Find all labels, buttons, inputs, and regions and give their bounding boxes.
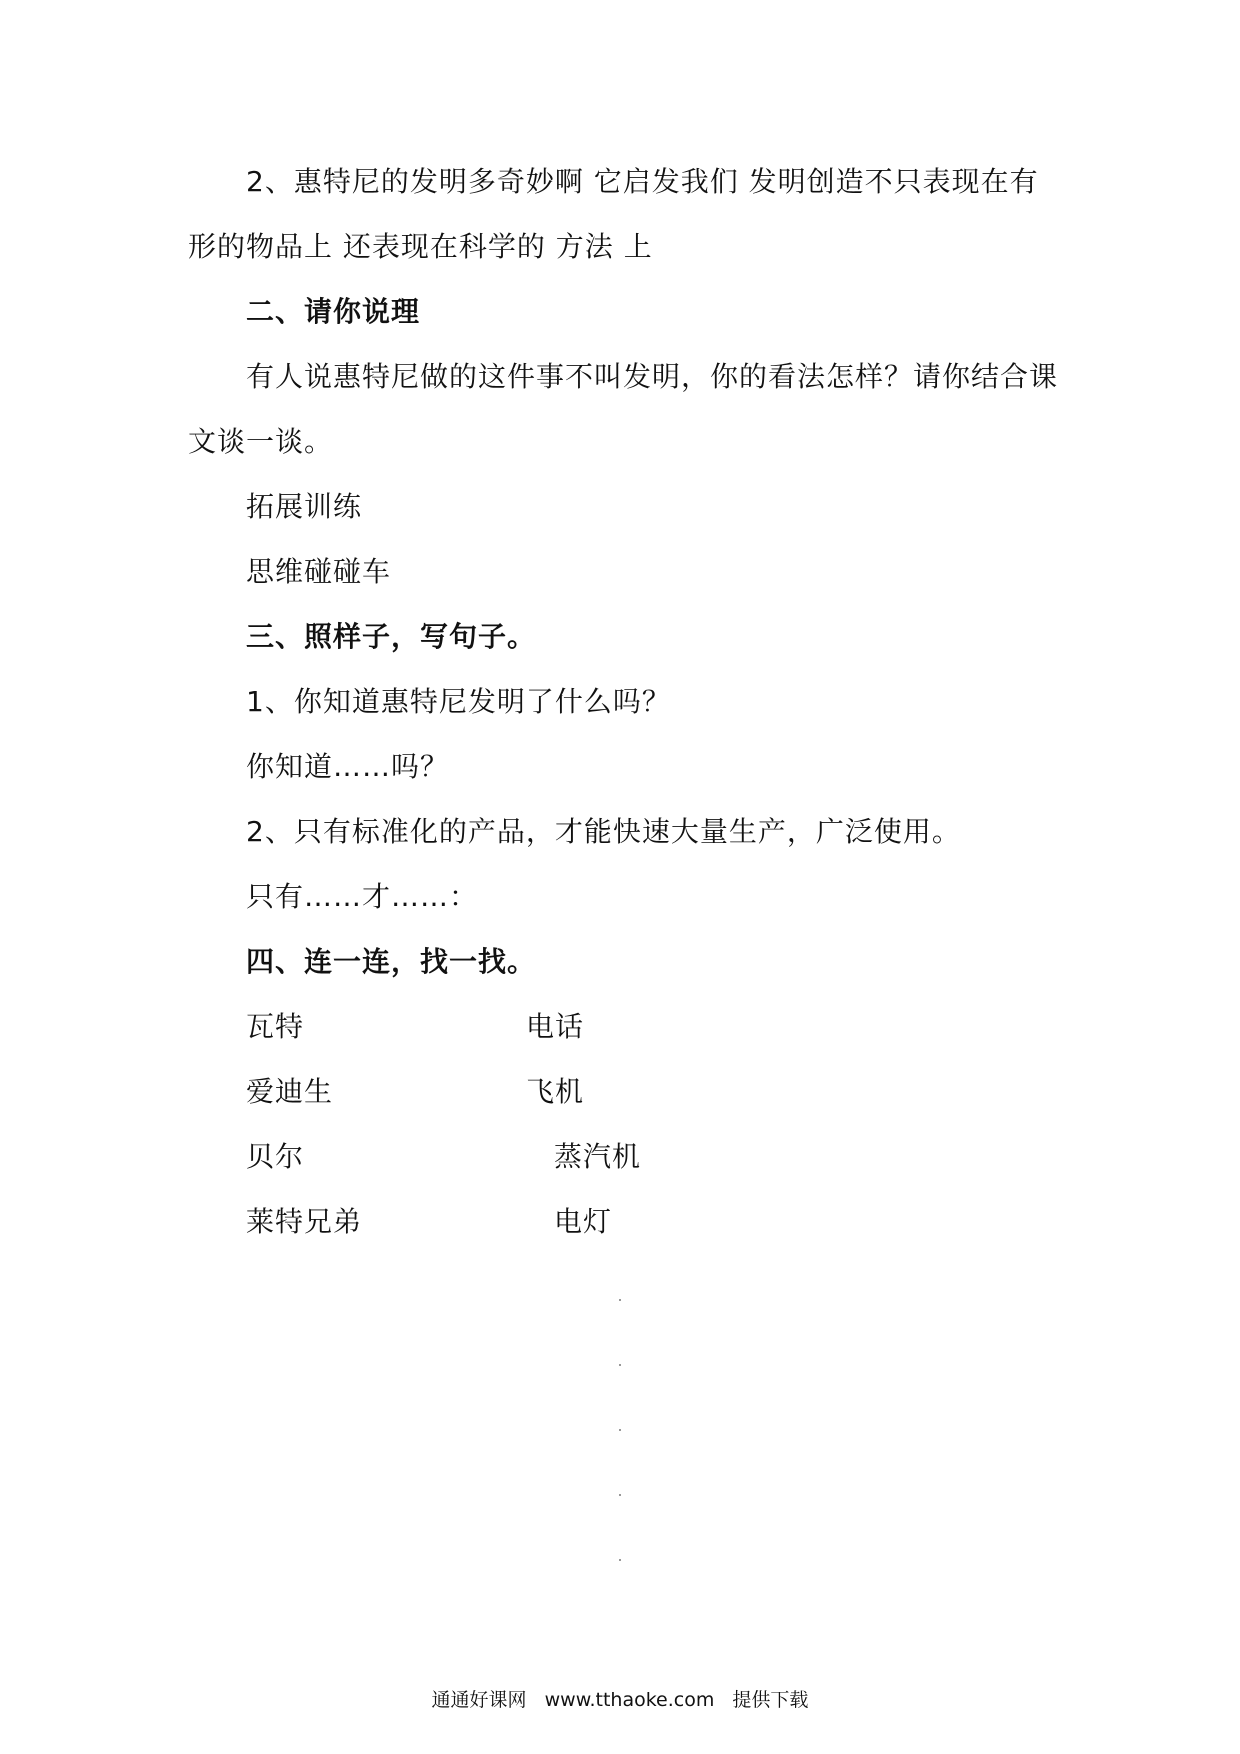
paragraph-line: 形的物品上 还表现在科学的 方法 上 xyxy=(188,230,653,263)
footer-suffix: 提供下载 xyxy=(732,1689,809,1711)
question-line: 1、你知道惠特尼发明了什么吗？ xyxy=(246,685,671,718)
matching-right-item: 电灯 xyxy=(554,1205,613,1238)
footer-url-link[interactable]: www.tthaoke.com xyxy=(544,1689,715,1711)
matching-left-item: 瓦特 xyxy=(246,1010,305,1043)
scan-dot xyxy=(619,1364,621,1366)
paragraph-line: 2、惠特尼的发明多奇妙啊 它启发我们 发明创造不只表现在有 xyxy=(246,165,1039,198)
pattern-line: 只有……才……： xyxy=(246,880,479,913)
scan-dot xyxy=(619,1429,621,1431)
scan-dot xyxy=(619,1559,621,1561)
scan-dot xyxy=(619,1299,621,1301)
subheading: 拓展训练 xyxy=(246,490,363,523)
section-heading: 三、照样子，写句子。 xyxy=(246,620,537,653)
matching-left-item: 爱迪生 xyxy=(246,1075,334,1108)
section-heading: 四、连一连，找一找。 xyxy=(246,945,537,978)
matching-left-item: 贝尔 xyxy=(246,1140,305,1173)
pattern-line: 你知道……吗？ xyxy=(246,750,450,783)
paragraph-line: 文谈一谈。 xyxy=(188,425,334,458)
matching-right-item: 飞机 xyxy=(526,1075,585,1108)
page-footer xyxy=(0,1688,1240,1712)
scan-dot xyxy=(619,1494,621,1496)
paragraph-line: 有人说惠特尼做的这件事不叫发明，你的看法怎样？请你结合课 xyxy=(246,360,1059,393)
matching-left-item: 莱特兄弟 xyxy=(246,1205,363,1238)
section-heading: 二、请你说理 xyxy=(246,295,421,328)
footer-site-name: 通通好课网 xyxy=(431,1689,527,1711)
matching-right-item: 电话 xyxy=(526,1010,585,1043)
question-line: 2、只有标准化的产品，才能快速大量生产，广泛使用。 xyxy=(246,815,961,848)
matching-right-item: 蒸汽机 xyxy=(554,1140,642,1173)
subheading: 思维碰碰车 xyxy=(246,555,392,588)
